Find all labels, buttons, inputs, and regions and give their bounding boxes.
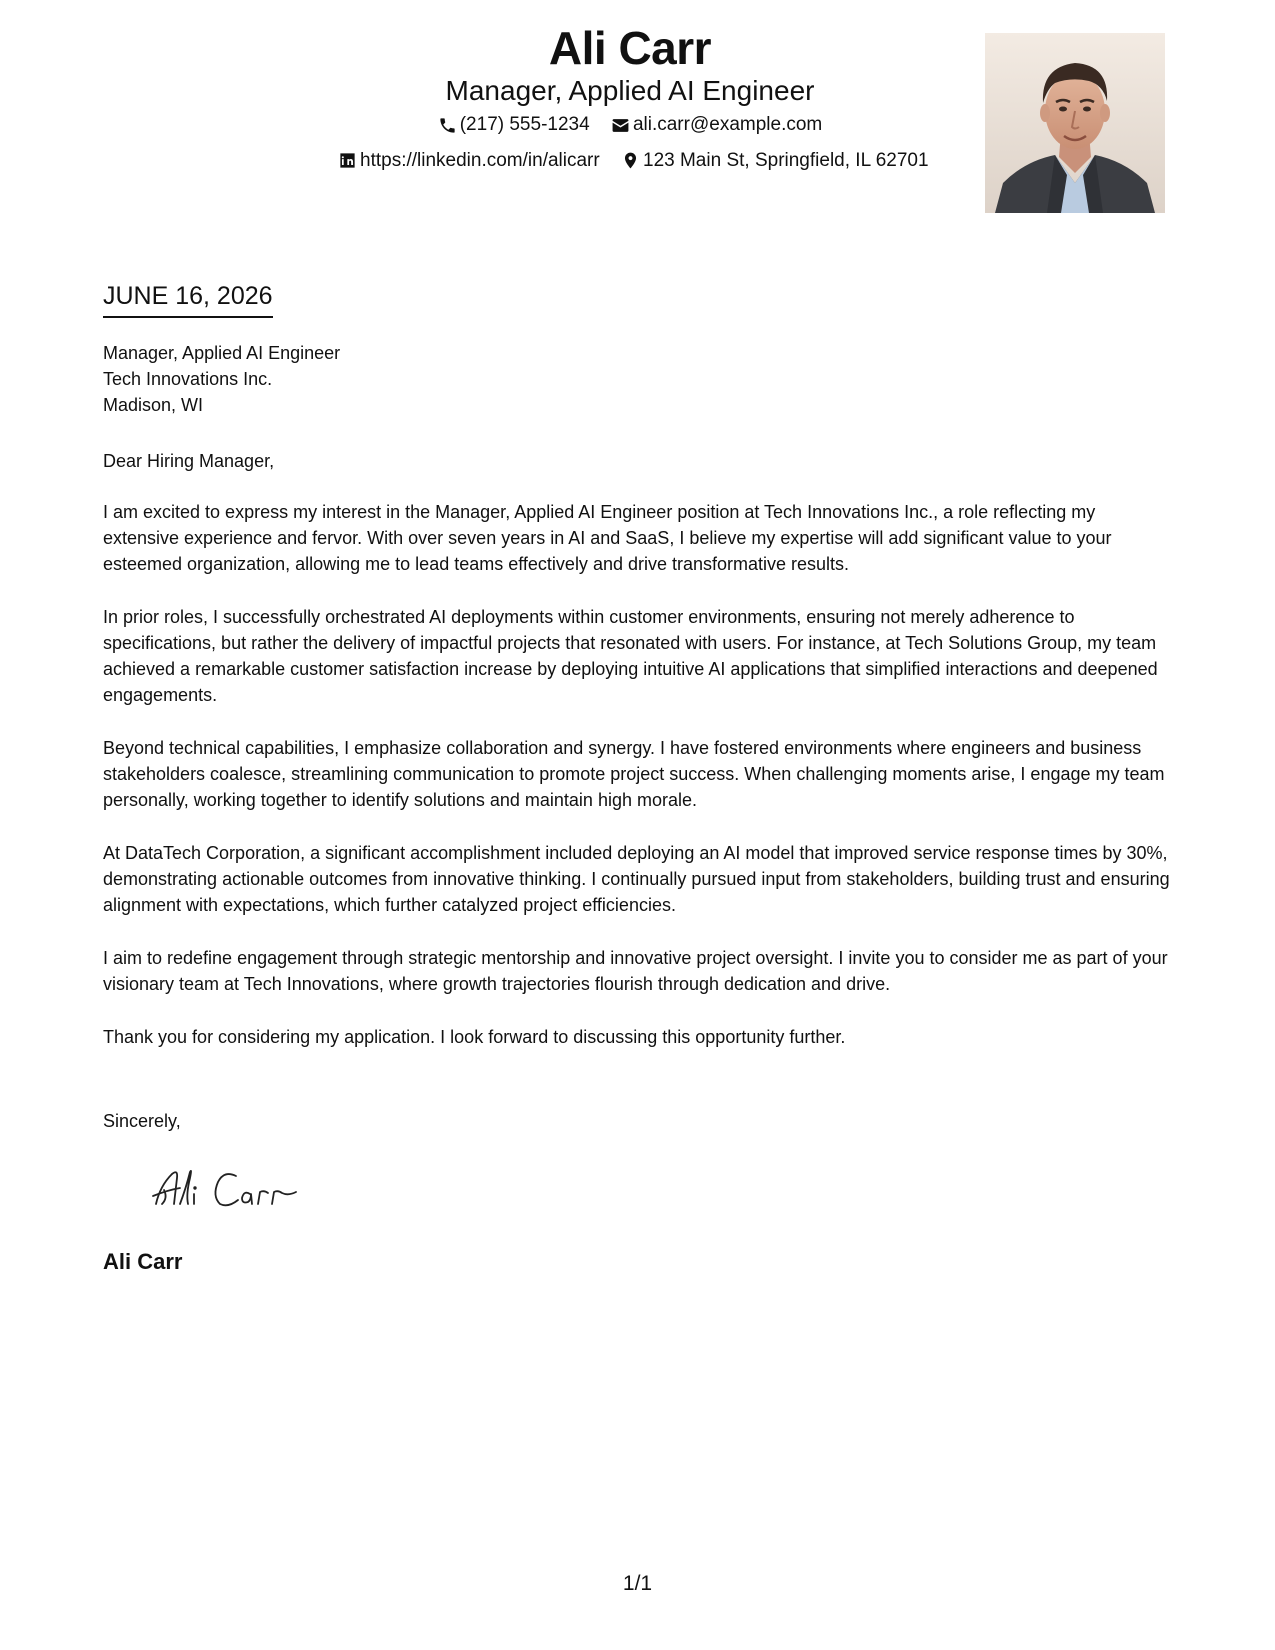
email-icon	[611, 116, 630, 135]
contact-row-primary	[330, 112, 930, 143]
linkedin-text: https://linkedin.com/in/alicarr	[360, 149, 600, 171]
page-number: 1/1	[622, 1572, 653, 1595]
contact-address	[621, 148, 929, 174]
location-icon	[621, 151, 640, 170]
applicant-title: Manager, Applied AI Engineer	[445, 75, 815, 106]
portrait-illustration	[985, 33, 1165, 213]
contact-linkedin[interactable]	[338, 148, 600, 174]
applicant-name: Ali Carr	[548, 22, 712, 74]
profile-photo	[985, 33, 1165, 213]
salutation: Dear Hiring Manager,	[103, 451, 275, 471]
letter-header	[0, 22, 1275, 222]
body-paragraph: I am excited to express my interest in the Manager, Applied AI Engineer position at Tech Innovations Inc., a role reflecting my extensive experience and fervor. With over seven years in AI and SaaS, I believe my expertise will add significant value to your esteemed organization, allowing me to lead teams effectively and drive transformative results.	[103, 502, 1112, 574]
body-paragraph: Beyond technical capabilities, I emphasize collaboration and synergy. I have fostered environments where engineers and business stakeholders coalesce, streamlining communication to promote project success. When challenging moments arise, I engage my team personally, working together to identify solutions and maintain high morale.	[103, 738, 1165, 810]
contact-email[interactable]	[611, 112, 822, 138]
signer-name: Ali Carr	[103, 1249, 183, 1274]
contact-row-secondary	[330, 148, 930, 179]
body-paragraph: At DataTech Corporation, a significant accomplishment included deploying an AI model that improved service response times by 30%, demonstrating actionable outcomes from innovative thinking. I continually pursued input from stakeholders, building trust and ensuring alignment with expectations, which further catalyzed project efficiencies.	[103, 843, 1170, 915]
email-text: ali.carr@example.com	[632, 114, 823, 135]
address-text: 123 Main St, Springfield, IL 62701	[643, 149, 929, 171]
header-info	[330, 22, 930, 178]
recipient-company: Tech Innovations Inc.	[103, 369, 273, 389]
body-paragraph: In prior roles, I successfully orchestrated AI deployments within customer environments, ensuring not merely adherence to specifications, but rather the delivery of impactful projects that resonated with users. For instance, at Tech Solutions Group, my team achieved a remarkable customer satisfaction increase by deploying intuitive AI applications that simplified interactions and deepened engagements.	[103, 607, 1158, 705]
letter-body	[103, 448, 1175, 1077]
contact-phone[interactable]	[438, 112, 590, 138]
recipient-block	[103, 340, 340, 418]
phone-icon	[438, 116, 457, 135]
linkedin-icon	[338, 151, 357, 170]
recipient-location: Madison, WI	[103, 395, 204, 415]
phone-text: (217) 555-1234	[459, 114, 590, 135]
body-paragraph: I aim to redefine engagement through strategic mentorship and innovative project oversight. I invite you to consider me as part of your visionary team at Tech Innovations, where growth trajectories flourish through dedication and drive.	[103, 948, 1168, 994]
handwritten-signature	[150, 1160, 320, 1216]
recipient-title: Manager, Applied AI Engineer	[103, 343, 341, 363]
closing: Sincerely,	[103, 1111, 181, 1131]
letter-date: JUNE 16, 2026	[103, 280, 273, 318]
body-paragraph: Thank you for considering my application. I look forward to discussing this opportunity further.	[103, 1027, 846, 1047]
